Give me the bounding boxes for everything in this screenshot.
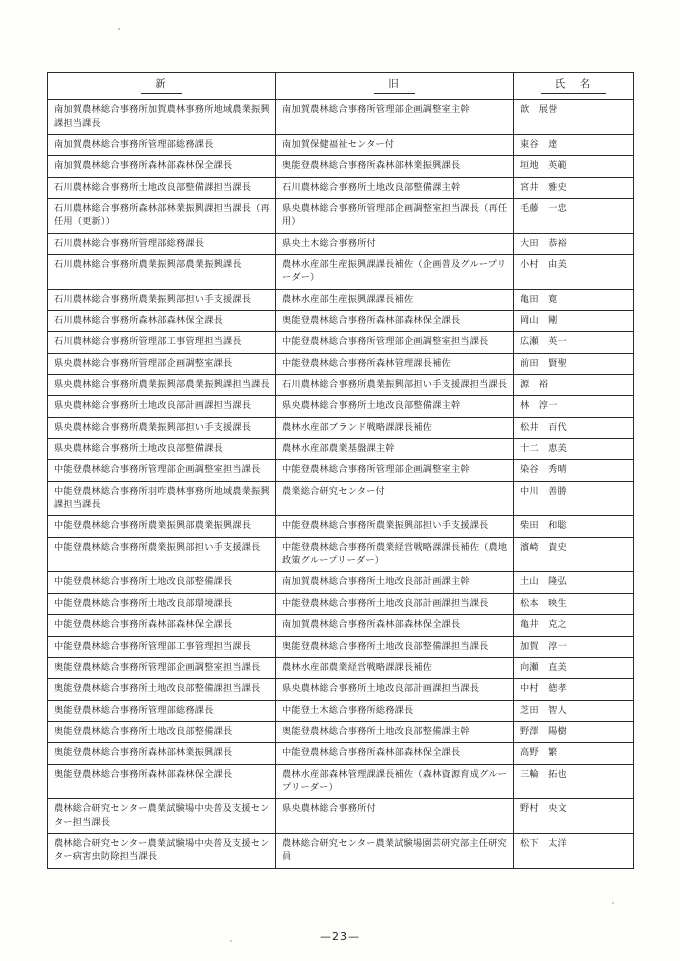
cell-new-position: 南加賀農林総合事務所森林部森林保全課長 [48,156,276,177]
table-row [48,289,634,310]
cell-old-position: 中能登農林総合事務所管理部企画調整室主幹 [276,460,514,481]
table-row [48,679,634,700]
column-header-name-label: 氏 名 [541,77,607,94]
cell-person-name: 歆 展誉 [514,100,634,135]
cell-old-position: 中能登農林総合事務所森林部森林保全課長 [276,743,514,764]
cell-person-name: 前田 賢聖 [514,353,634,374]
cell-old-position: 中能登農林総合事務所管理部企画調整室担当課長 [276,332,514,353]
cell-old-position: 南加賀農林総合事務所土地改良部計画課主幹 [276,572,514,593]
cell-new-position: 石川農林総合事務所管理部総務課長 [48,233,276,254]
cell-new-position: 中能登農林総合事務所農業振興部担い手支援課長 [48,537,276,572]
cell-old-position: 農林水産部生産振興課課長補佐（企画普及グループリーダー） [276,254,514,289]
column-header-name [514,73,634,100]
cell-old-position: 農林水産部ブランド戦略課課長補佐 [276,417,514,438]
cell-new-position: 奥能登農林総合事務所管理部総務課長 [48,700,276,721]
cell-person-name: 野澤 陽樹 [514,721,634,742]
cell-old-position: 中能登農林総合事務所土地改良部計画課担当課長 [276,593,514,614]
cell-old-position: 南加賀保健福祉センター付 [276,134,514,155]
cell-new-position: 奥能登農林総合事務所森林部林業振興課長 [48,743,276,764]
cell-person-name: 亀井 克之 [514,615,634,636]
cell-old-position: 中能登土木総合事務所総務課長 [276,700,514,721]
cell-old-position: 県央農林総合事務所土地改良部整備課主幹 [276,396,514,417]
cell-old-position: 県央農林総合事務所土地改良部計画課担当課長 [276,679,514,700]
cell-person-name: 濱崎 貴史 [514,537,634,572]
cell-new-position: 石川農林総合事務所農業振興部担い手支援課長 [48,289,276,310]
table-row [48,537,634,572]
cell-person-name: 林 淳一 [514,396,634,417]
table-row [48,636,634,657]
cell-old-position: 県央農林総合事務所管理部企画調整室担当課長（再任用） [276,198,514,233]
cell-person-name: 土山 隆弘 [514,572,634,593]
cell-old-position: 奥能登農林総合事務所森林部林業振興課長 [276,156,514,177]
cell-old-position: 農業総合研究センター付 [276,481,514,516]
personnel-table-container [47,72,633,869]
cell-old-position: 中能登農林総合事務所農業振興部担い手支援課長 [276,516,514,537]
cell-person-name: 宮井 雅史 [514,177,634,198]
cell-new-position: 中能登農林総合事務所管理部企画調整室担当課長 [48,460,276,481]
personnel-transfer-table [47,72,634,869]
table-row [48,396,634,417]
cell-person-name: 小村 由美 [514,254,634,289]
cell-new-position: 農林総合研究センター農業試験場中央普及支援センター担当課長 [48,799,276,834]
column-header-new-label: 新 [141,77,182,94]
cell-person-name: 十二 恵美 [514,439,634,460]
scan-speck [612,902,614,904]
page-number: —23— [320,930,360,943]
cell-new-position: 石川農林総合事務所土地改良部整備課担当課長 [48,177,276,198]
cell-person-name: 野村 央文 [514,799,634,834]
cell-new-position: 石川農林総合事務所森林部林業振興課担当課長（再任用（更新）） [48,198,276,233]
cell-person-name: 中村 徳孝 [514,679,634,700]
cell-person-name: 毛藤 一忠 [514,198,634,233]
cell-new-position: 中能登農林総合事務所森林部森林保全課長 [48,615,276,636]
cell-person-name: 松本 映生 [514,593,634,614]
table-row [48,332,634,353]
table-row [48,254,634,289]
cell-old-position: 中能登農林総合事務所森林管理課長補佐 [276,353,514,374]
cell-person-name: 高野 繁 [514,743,634,764]
cell-new-position: 中能登農林総合事務所土地改良部環境課長 [48,593,276,614]
table-row [48,439,634,460]
table-row [48,764,634,799]
column-header-old-label: 旧 [374,77,415,94]
cell-old-position: 農林総合研究センター農業試験場園芸研究部主任研究員 [276,833,514,868]
table-row [48,615,634,636]
cell-old-position: 中能登農林総合事務所農業経営戦略課課長補佐（農地政策グループリーダー） [276,537,514,572]
cell-new-position: 農林総合研究センター農業試験場中央普及支援センター病害虫防除担当課長 [48,833,276,868]
cell-new-position: 県央農林総合事務所土地改良部計画課担当課長 [48,396,276,417]
cell-new-position: 奥能登農林総合事務所土地改良部整備課担当課長 [48,679,276,700]
cell-person-name: 広瀬 英一 [514,332,634,353]
table-row [48,481,634,516]
cell-new-position: 県央農林総合事務所土地改良部整備課長 [48,439,276,460]
cell-person-name: 大田 恭裕 [514,233,634,254]
cell-old-position: 農林水産部生産振興課課長補佐 [276,289,514,310]
table-row [48,375,634,396]
table-row [48,700,634,721]
table-row [48,721,634,742]
cell-person-name: 源 裕 [514,375,634,396]
cell-new-position: 中能登農林総合事務所羽咋農林事務所地域農業振興課担当課長 [48,481,276,516]
cell-old-position: 奥能登農林総合事務所土地改良部整備課主幹 [276,721,514,742]
cell-person-name: 松下 太洋 [514,833,634,868]
cell-new-position: 石川農林総合事務所農業振興部農業振興課長 [48,254,276,289]
table-row [48,233,634,254]
table-row [48,100,634,135]
cell-old-position: 農林水産部農業基盤課主幹 [276,439,514,460]
column-header-old [276,73,514,100]
cell-old-position: 奥能登農林総合事務所土地改良部整備課担当課長 [276,636,514,657]
column-header-new [48,73,276,100]
cell-old-position: 南加賀農林総合事務所管理部企画調整室主幹 [276,100,514,135]
cell-old-position: 石川農林総合事務所農業振興部担い手支援課担当課長 [276,375,514,396]
cell-new-position: 石川農林総合事務所管理部工事管理担当課長 [48,332,276,353]
cell-person-name: 芝田 智人 [514,700,634,721]
cell-old-position: 奥能登農林総合事務所森林部森林保全課長 [276,311,514,332]
cell-new-position: 県央農林総合事務所管理部企画調整室課長 [48,353,276,374]
table-row [48,177,634,198]
cell-new-position: 奥能登農林総合事務所管理部企画調整室担当課長 [48,657,276,678]
cell-new-position: 中能登農林総合事務所土地改良部整備課長 [48,572,276,593]
cell-old-position: 農林水産部森林管理課課長補佐（森林資源育成グループリーダー） [276,764,514,799]
table-row [48,743,634,764]
cell-person-name: 三輪 拓也 [514,764,634,799]
table-row [48,657,634,678]
table-row [48,593,634,614]
cell-person-name: 加賀 淳一 [514,636,634,657]
cell-new-position: 中能登農林総合事務所管理部工事管理担当課長 [48,636,276,657]
cell-new-position: 県央農林総合事務所農業振興部農業振興課担当課長 [48,375,276,396]
table-row [48,156,634,177]
cell-old-position: 南加賀農林総合事務所森林部森林保全課長 [276,615,514,636]
cell-person-name: 中川 善勝 [514,481,634,516]
table-header-row [48,73,634,100]
cell-person-name: 柴田 和聡 [514,516,634,537]
table-row [48,198,634,233]
cell-person-name: 亀田 寛 [514,289,634,310]
table-row [48,353,634,374]
table-row [48,311,634,332]
table-body [48,100,634,868]
table-row [48,460,634,481]
cell-person-name: 染谷 秀晴 [514,460,634,481]
table-row [48,799,634,834]
cell-old-position: 県央土木総合事務所付 [276,233,514,254]
cell-person-name: 岡山 剛 [514,311,634,332]
cell-person-name: 東谷 達 [514,134,634,155]
table-row [48,833,634,868]
table-row [48,134,634,155]
cell-new-position: 中能登農林総合事務所農業振興部農業振興課長 [48,516,276,537]
cell-person-name: 向瀬 直美 [514,657,634,678]
table-header [48,73,634,100]
cell-new-position: 南加賀農林総合事務所加賀農林事務所地域農業振興課担当課長 [48,100,276,135]
cell-new-position: 石川農林総合事務所森林部森林保全課長 [48,311,276,332]
table-row [48,516,634,537]
cell-old-position: 石川農林総合事務所土地改良部整備課主幹 [276,177,514,198]
table-row [48,417,634,438]
cell-old-position: 県央農林総合事務所付 [276,799,514,834]
cell-old-position: 農林水産部農業経営戦略課課長補佐 [276,657,514,678]
cell-person-name: 松井 百代 [514,417,634,438]
cell-new-position: 県央農林総合事務所農業振興部担い手支援課長 [48,417,276,438]
table-row [48,572,634,593]
cell-person-name: 垣地 英範 [514,156,634,177]
cell-new-position: 南加賀農林総合事務所管理部総務課長 [48,134,276,155]
scan-speck [118,28,120,30]
cell-new-position: 奥能登農林総合事務所森林部森林保全課長 [48,764,276,799]
cell-new-position: 奥能登農林総合事務所土地改良部整備課長 [48,721,276,742]
